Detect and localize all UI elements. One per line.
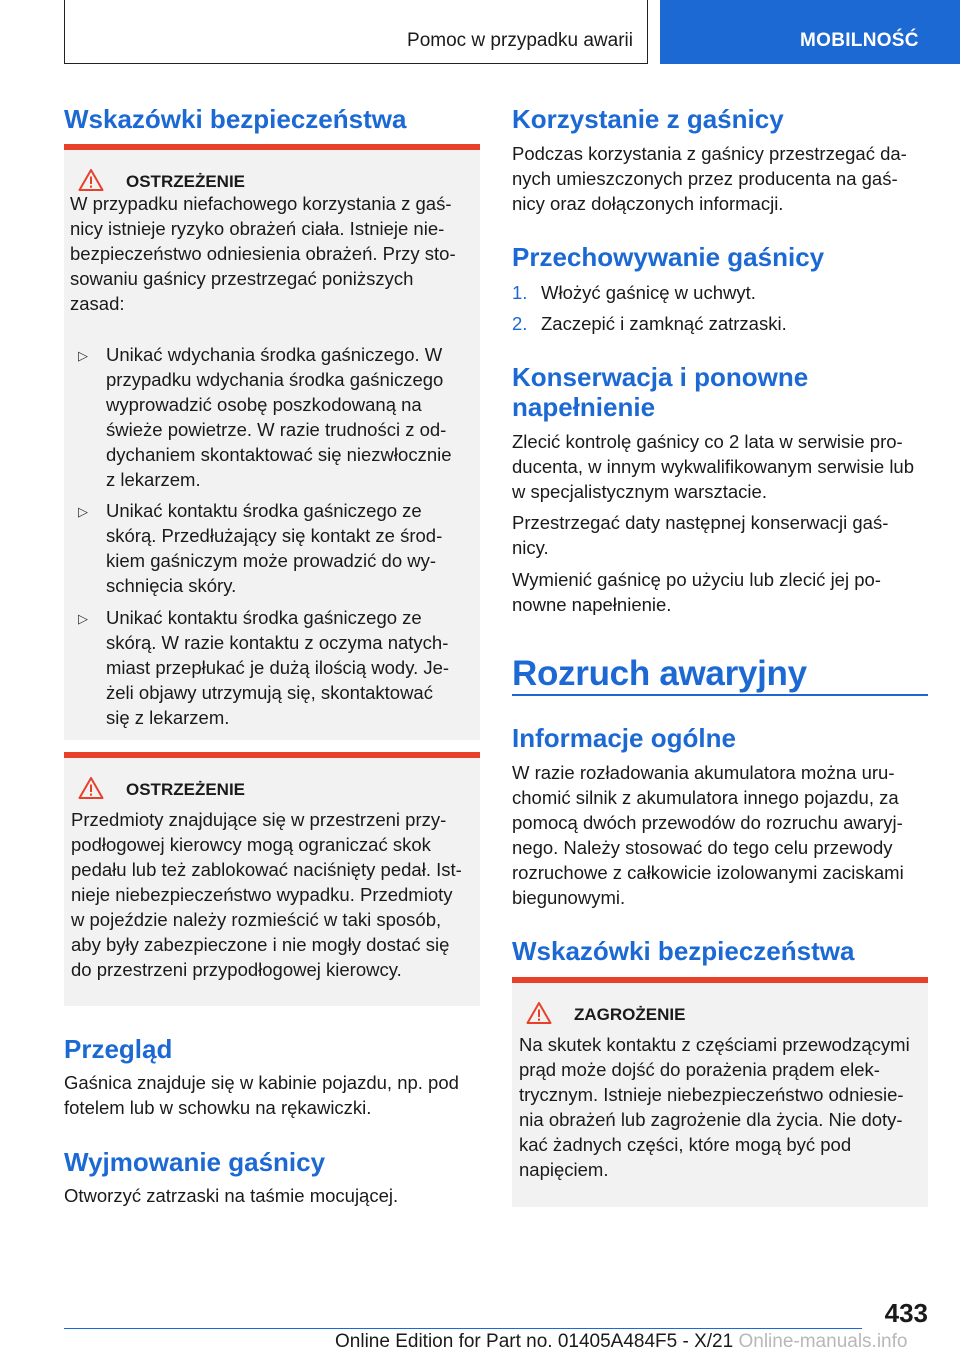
heading-line: Konserwacja i ponowne (512, 362, 809, 392)
general-info-text (512, 760, 928, 910)
text-line: prąd może dojść do porażenia prądem elek- (519, 1059, 880, 1080)
danger-title: ZAGROŻENIE (574, 1005, 686, 1024)
text-line: nicy istnieje ryzyko obrażeń ciała. Istnieje nie- (70, 218, 445, 239)
maintenance-text-3 (512, 567, 928, 617)
warning-title-1: OSTRZEŻENIE (126, 172, 246, 191)
text-line: nych umieszczonych przez producenta na gaś- (512, 168, 898, 189)
text-line: pedału lub też zablokować naciśnięty pedał. Ist- (71, 859, 462, 880)
text-line: w specjalistycznym warsztacie. (512, 481, 767, 502)
warning-2-text (71, 807, 476, 982)
text-line: Unikać kontaktu środka gaśniczego ze (106, 500, 422, 521)
text-line: pomocą dwóch przewodów do rozruchu awaryj- (512, 812, 903, 833)
edition-text: Online Edition for Part no. 01405A484F5 - X/21 (335, 1331, 734, 1352)
text-line: fotelem lub w schowku na rękawiczki. (64, 1097, 372, 1118)
warning-1-text (70, 191, 475, 316)
text-line: Na skutek kontaktu z częściami przewodzącymi (519, 1034, 910, 1055)
text-line: podłogowej kierowcy mogą ograniczać skok (71, 834, 431, 855)
text-line: aby były zabezpieczone i nie mogły dostać się (71, 934, 450, 955)
header-section-tab (64, 0, 648, 64)
warning-triangle-icon (78, 168, 104, 192)
maintenance-text-2 (512, 510, 928, 560)
step-text: Zaczepić i zamknąć zatrzaski. (541, 313, 787, 334)
jump-start-heading: Rozruch awaryjny (512, 654, 807, 693)
use-heading: Korzystanie z gaśnicy (512, 104, 784, 134)
text-line: wyprowadzić osobę poszkodowaną na (106, 394, 422, 415)
warning-box-2 (64, 752, 480, 1006)
text-line: w pojeździe należy rozmieścić w taki sposób, (71, 909, 442, 930)
warning-box-1 (64, 144, 480, 740)
text-line: Podczas korzystania z gaśnicy przestrzegać da- (512, 143, 907, 164)
overview-heading: Przegląd (64, 1034, 173, 1064)
watermark-site: Online-manuals.info (738, 1331, 908, 1352)
text-line: się z lekarzem. (106, 707, 230, 728)
text-line: przypadku wdychania środka gaśniczego (106, 369, 444, 390)
text-line: biegunowymi. (512, 887, 626, 908)
bullet-triangle-icon: ▷ (78, 348, 88, 363)
footer-edition (335, 1331, 907, 1353)
text-line: skórą. Przedłużający się kontakt ze środ- (106, 525, 443, 546)
bullet-triangle-icon: ▷ (78, 611, 88, 626)
maintenance-heading (512, 362, 808, 422)
text-line: rozruchowe z całkowicie izolowanymi zaciskami (512, 862, 904, 883)
text-line: chomić silnik z akumulatora innego pojazdu, za (512, 787, 899, 808)
text-line: dychaniem skontaktować się niezwłocznie (106, 444, 452, 465)
use-text (512, 141, 928, 216)
text-line: zasad: (70, 293, 125, 314)
heading-rule (512, 694, 928, 696)
text-line: Zlecić kontrolę gaśnicy co 2 lata w serwisie pro- (512, 431, 903, 452)
text-line: ducenta, w innym wykwalifikowanym serwisie lub (512, 456, 915, 477)
text-line: do przestrzeni przypodłogowej kierowcy. (71, 959, 402, 980)
text-line: kać żadnych części, które mogą być pod (519, 1134, 852, 1155)
text-line: nieje niebezpieczeństwo wypadku. Przedmioty (71, 884, 453, 905)
warning-triangle-icon (78, 776, 104, 800)
text-line: Gaśnica znajduje się w kabinie pojazdu, np. pod (64, 1072, 459, 1093)
text-line: Unikać kontaktu środka gaśniczego ze (106, 607, 422, 628)
text-line: kiem gaśniczym może prowadzić do wy- (106, 550, 437, 571)
removal-heading: Wyjmowanie gaśnicy (64, 1147, 326, 1177)
danger-triangle-icon (526, 1001, 552, 1025)
heading-line: napełnienie (512, 392, 656, 422)
text-line: żeli objawy utrzymują się, skontaktować (106, 682, 433, 703)
text-line: Przedmioty znajdujące się w przestrzeni przy- (71, 809, 447, 830)
danger-box (512, 977, 928, 1207)
page-number: 433 (884, 1298, 928, 1328)
danger-text (519, 1032, 924, 1182)
text-line: Wymienić gaśnicę po użyciu lub zlecić jej po- (512, 569, 881, 590)
footer-rule (64, 1328, 862, 1329)
text-line: sowaniu gaśnicy przestrzegać poniższych (70, 268, 414, 289)
removal-text (64, 1183, 480, 1208)
text-line: trycznym. Istnieje niebezpieczeństwo odniesie- (519, 1084, 904, 1105)
safety-heading-right: Wskazówki bezpieczeństwa (512, 936, 855, 966)
text-line: nia obrażeń lub zagrożenie dla życia. Nie doty- (519, 1109, 903, 1130)
storage-step-2 (512, 311, 928, 336)
text-line: napięciem. (519, 1159, 609, 1180)
text-line: W przypadku niefachowego korzystania z gaś- (70, 193, 452, 214)
step-number: 2. (512, 313, 528, 334)
safety-heading-left: Wskazówki bezpieczeństwa (64, 104, 407, 134)
text-line: nego. Należy stosować do tego celu przewody (512, 837, 893, 858)
maintenance-text-1 (512, 429, 928, 504)
text-line: Unikać wdychania środka gaśniczego. W (106, 344, 443, 365)
text-line: nowne napełnienie. (512, 594, 672, 615)
text-line: Otworzyć zatrzaski na taśmie mocującej. (64, 1185, 399, 1206)
text-line: miast przepłukać je dużą ilością wody. Je- (106, 657, 450, 678)
text-line: skórą. W razie kontaktu z oczyma natych- (106, 632, 449, 653)
text-line: nicy. (512, 537, 549, 558)
overview-text (64, 1070, 480, 1120)
text-line: świeże powietrze. W razie trudności z od- (106, 419, 447, 440)
text-line: nicy oraz dołączonych informacji. (512, 193, 784, 214)
bullet-triangle-icon: ▷ (78, 504, 88, 519)
warning-title-2: OSTRZEŻENIE (126, 780, 246, 799)
header-section-title: Pomoc w przypadku awarii (407, 30, 633, 51)
text-line: W razie rozładowania akumulatora można uru- (512, 762, 895, 783)
text-line: bezpieczeństwo odniesienia obrażeń. Przy sto- (70, 243, 456, 264)
text-line: schnięcia skóry. (106, 575, 237, 596)
header-chapter-tab (660, 0, 960, 64)
general-info-heading: Informacje ogólne (512, 723, 736, 753)
text-line: Przestrzegać daty następnej konserwacji gaś- (512, 512, 889, 533)
storage-heading: Przechowywanie gaśnicy (512, 242, 825, 272)
storage-step-1 (512, 280, 928, 305)
step-number: 1. (512, 282, 528, 303)
header-chapter-title: MOBILNOŚĆ (800, 30, 919, 51)
text-line: z lekarzem. (106, 469, 201, 490)
step-text: Włożyć gaśnicę w uchwyt. (541, 282, 756, 303)
